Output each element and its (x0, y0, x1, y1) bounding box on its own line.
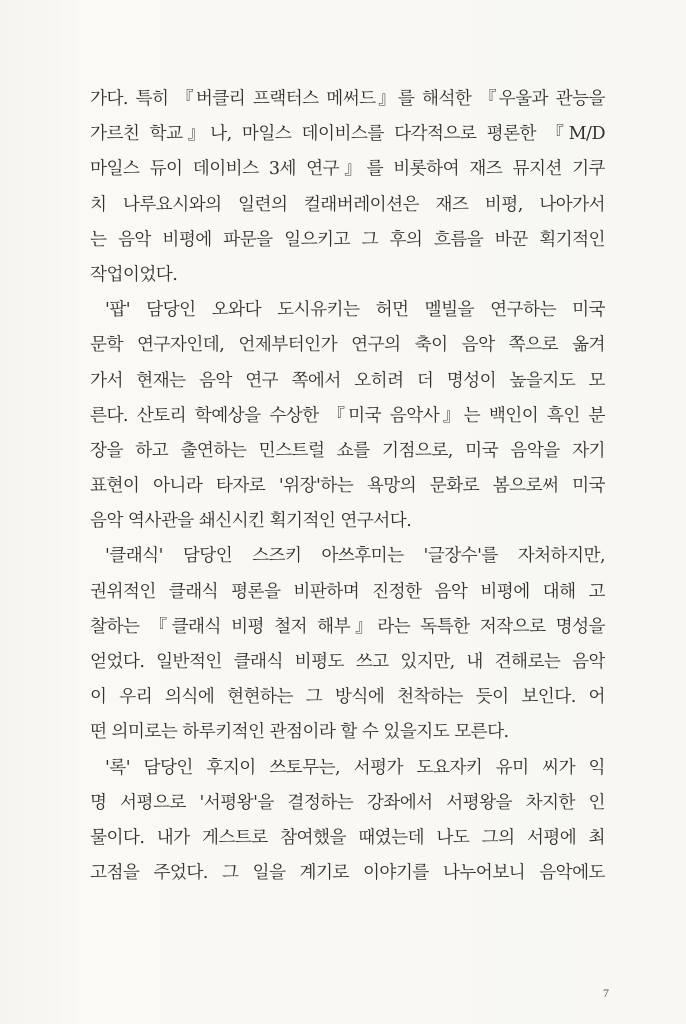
text-line: 이 우리 의식에 현현하는 그 방식에 천착하는 듯이 보인다. 어 (90, 687, 605, 708)
text-line: 는 음악 비평에 파문을 일으키고 그 후의 흐름을 바꾼 획기적인 (90, 229, 605, 250)
text-line: 치 나루요시와의 일련의 컬래버레이션은 재즈 비평, 나아가서 (90, 194, 605, 215)
text-line: 작업이었다. (90, 264, 178, 285)
text-line: '클래식' 담당인 스즈키 아쓰후미는 '글장수'를 자처하지만, (105, 546, 605, 567)
paragraph-rock-fujii (90, 751, 605, 892)
text-line: 찰하는 『클래식 비평 철저 해부』라는 독특한 저작으로 명성을 (90, 616, 605, 637)
text-line: 표현이 아니라 타자로 '위장'하는 욕망의 문화로 봄으로써 미국 (90, 476, 605, 497)
text-line: 권위적인 클래식 평론을 비판하며 진정한 음악 비평에 대해 고 (90, 581, 605, 602)
text-line: 물이다. 내가 게스트로 참여했을 때였는데 나도 그의 서평에 최 (90, 827, 605, 848)
text-line: 른다. 산토리 학예상을 수상한 『미국 음악사』는 백인이 흑인 분 (90, 405, 605, 426)
text-line: 문학 연구자인데, 언제부터인가 연구의 축이 음악 쪽으로 옮겨 (90, 335, 605, 356)
text-line: 고점을 주었다. 그 일을 계기로 이야기를 나누어보니 음악에도 (90, 863, 605, 884)
text-line: 가르친 학교』나, 마일스 데이비스를 다각적으로 평론한 『M/D (90, 124, 605, 145)
text-line: '록' 담당인 후지이 쓰토무는, 서평가 도요자키 유미 씨가 익 (105, 757, 605, 778)
text-line: 얻었다. 일반적인 클래식 비평도 쓰고 있지만, 내 견해로는 음악 (90, 652, 605, 672)
page-number: 7 (603, 986, 609, 1000)
text-line: 마일스 듀이 데이비스 3세 연구』를 비롯하여 재즈 뮤지션 기쿠 (90, 159, 605, 180)
text-line: 음악 역사관을 쇄신시킨 획기적인 연구서다. (90, 511, 412, 532)
text-line: 떤 의미로는 하루키적인 관점이라 할 수 있을지도 모른다. (90, 722, 509, 743)
paragraph-pop-owada (90, 293, 605, 539)
text-line: 장을 하고 출연하는 민스트럴 쇼를 기점으로, 미국 음악을 자기 (90, 440, 605, 461)
text-line: 가서 현재는 음악 연구 쪽에서 오히려 더 명성이 높을지도 모 (90, 370, 605, 391)
body-text (90, 82, 605, 891)
text-line: 명 서평으로 '서평왕'을 결정하는 강좌에서 서평왕을 차지한 인 (90, 792, 605, 813)
paragraph-jazz-works (90, 82, 605, 293)
text-line: '팝' 담당인 오와다 도시유키는 허먼 멜빌을 연구하는 미국 (105, 300, 605, 321)
text-line: 가다. 특히 『버클리 프랙터스 메써드』를 해석한 『우울과 관능을 (90, 89, 605, 109)
paragraph-classical-suzuki (90, 539, 605, 750)
